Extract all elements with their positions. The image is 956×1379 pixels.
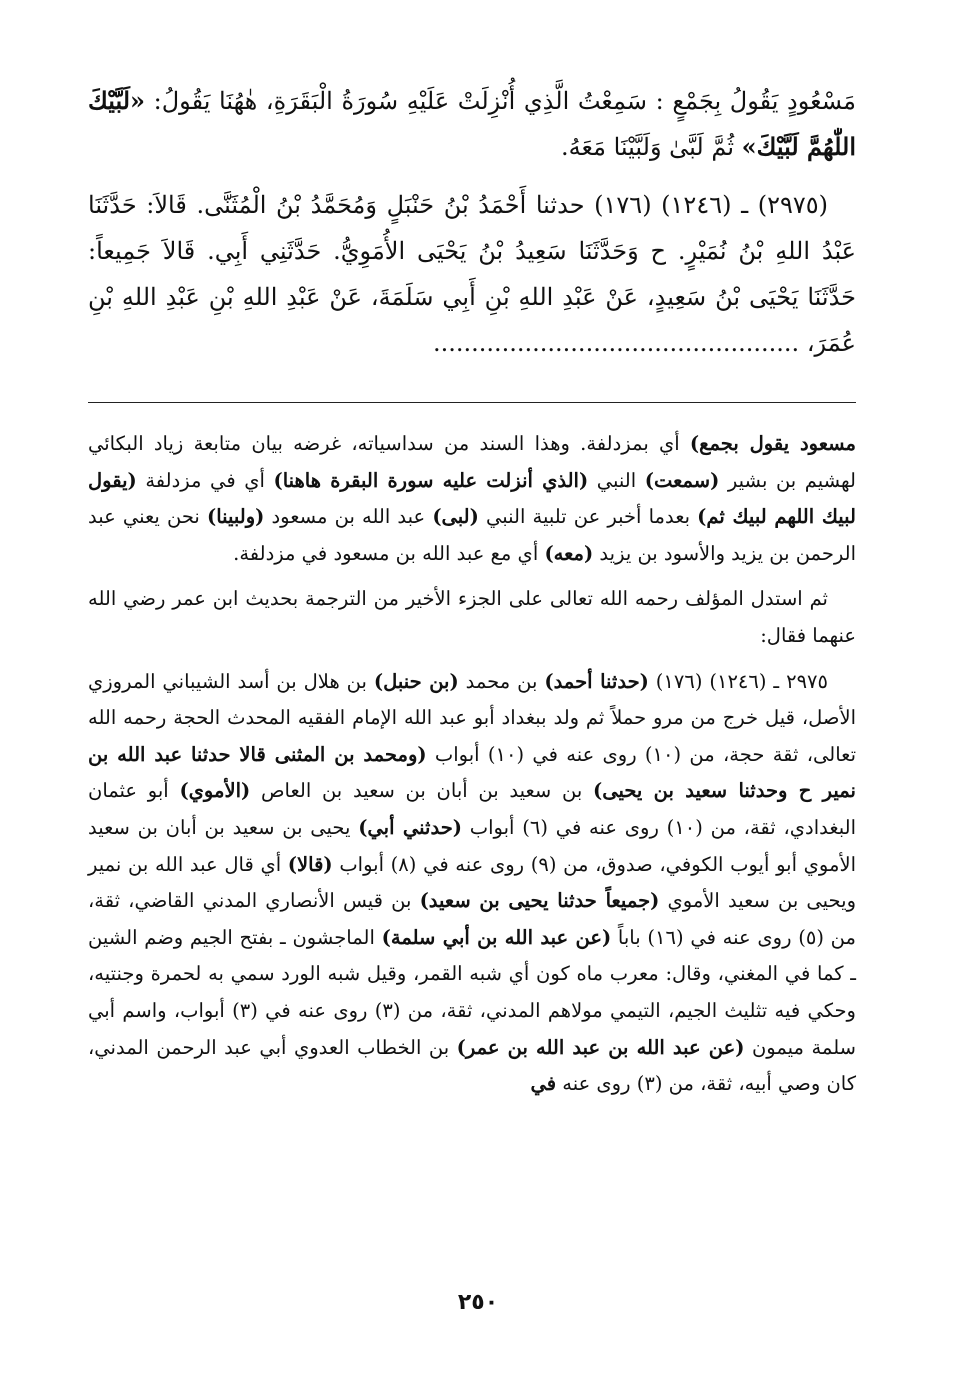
text-segment: ٢٩٧٥ ـ (١٢٤٦) (١٧٦): [648, 669, 828, 693]
text-segment: أي في مزدلفة: [136, 468, 274, 492]
bold-quote-segment: (يقول لبيك اللهم لبيك ثم): [88, 468, 857, 529]
matn-paragraph-2: [88, 182, 856, 366]
bold-quote-segment: (قالا): [287, 852, 333, 876]
bold-quote-segment: (عن عبد الله بن أبي سلمة): [381, 925, 612, 949]
bold-quote-segment: (ومحمد بن المثنى قالا حدثنا عبد الله بن نمير ح وحدثنا سعيد بن يحيى): [88, 742, 856, 803]
bold-quote-segment: (بن حنبل): [373, 669, 459, 693]
text-segment: بن سعيد بن أبان بن سعيد بن العاص: [250, 779, 593, 803]
matn-p2-text: (٢٩٧٥) ـ (١٢٤٦) (١٧٦) حدثنا أَحْمَدُ بْنُ حَنْبَلٍ وَمُحَمَّدُ بْنُ الْمُثَنَّى. قَالاَ: حَدَّثَنَا عَبْدُ اللهِ بْنُ نُمَيْرٍ. ح وَحَدَّثَنَا سَعِيدُ بْنُ يَحْيَى الأُمَوِيُّ. حَدَّثَنِي أَبِي. قَالاَ جَمِيعاً: حَدَّثَنَا يَحْيَى بْنُ سَعِيدٍ، عَنْ عَبْدِ اللهِ بْنِ أَبِي سَلَمَةَ، عَنْ عَبْدِ اللهِ بْنِ عَبْدِ اللهِ بْنِ عُمَرَ،: [88, 191, 856, 357]
commentary-paragraph-3: [88, 664, 856, 1103]
bold-quote-segment: (معه): [544, 541, 594, 565]
matn-paragraph-1: [88, 78, 856, 170]
text-segment: أي قال عبد الله بن نمير ويحيى بن سعيد الأموي: [88, 852, 856, 913]
text-segment: أبو عثمان البغدادي، ثقة، من (١٠) روى عنه في (٦) أبواب: [88, 779, 857, 839]
bold-quote-segment: (الذي أنزلت عليه سورة البقرة هاهنا): [273, 468, 589, 492]
bold-quote-segment: (لبى): [432, 505, 479, 529]
commentary-paragraph-1: [88, 426, 856, 572]
text-segment: بعدما أخبر عن تلبية النبي: [478, 505, 698, 529]
bold-quote-segment: (عن عبد الله بن عبد الله بن عمر): [456, 1035, 745, 1059]
text-segment: بن قيس الأنصاري المدني القاضي، ثقة، من (٥) روى عنه في (١٦) باباً: [88, 889, 856, 949]
text-segment: الماجشون ـ بفتح الجيم وضم الشين ـ كما في المغني، وقال: معرب ماه كون أي شبه القمر، وقيل شبه الورد سمي به لحمرة وجنتيه، وحكي فيه تثليث الجيم، التيمي مولاهم المدني، ثقة، من (٣) روى عنه في (٣) أبواب، واسم أبي سلمة ميمون: [88, 925, 856, 1059]
commentary-paragraph-2: ثم استدل المؤلف رحمه الله تعالى على الجزء الأخير من الترجمة بحديث ابن عمر رضي الله عنهما فقال:: [88, 587, 856, 647]
bold-quote-segment: (سمعت): [644, 468, 720, 492]
text-segment: بن الخطاب العدوي أبي عبد الرحمن المدني، كان وصي أبيه، ثقة، من (٣) روى عنه: [88, 1035, 856, 1096]
text-segment: النبي: [588, 468, 645, 492]
bold-quote-segment: (جميعاً حدثنا يحيى بن سعيد): [419, 889, 660, 913]
matn-p2-dots: ................................................: [432, 329, 800, 357]
bold-quote-segment: في: [530, 1072, 557, 1096]
bold-quote-segment: (حدثنا أحمد): [544, 669, 649, 693]
text-segment: بن محمد: [458, 669, 545, 693]
text-segment: بن هلال بن أسد الشيباني المروزي الأصل، قيل خرج من مرو حملاً ثم ولد ببغداد أبو عبد الله الإمام الفقيه المحدث الحجة رحمه الله تعالى، ثقة حجة، من (١٠) روى عنه في (١٠) أبواب: [88, 669, 857, 766]
text-segment: نحن يعني عبد الرحمن بن يزيد والأسود بن يزيد: [88, 505, 856, 565]
footnote-divider: [88, 402, 856, 403]
text-segment: أي مع عبد الله بن مسعود في مزدلفة.: [233, 541, 545, 565]
bold-quote-segment: (حدثني أبي): [358, 815, 462, 839]
hadith-text: [88, 78, 856, 374]
page-number: ٢٥٠: [457, 1290, 499, 1315]
bold-quote-segment: مسعود يقول بجمع): [689, 432, 856, 455]
bold-quote-segment: (الأموي): [179, 779, 251, 803]
matn-p1-talbiya: «لَبَّيْكَ اللّٰهُمَّ لَبَّيْكَ»: [88, 86, 856, 161]
commentary-block: [88, 426, 856, 1112]
text-segment: يحيى بن سعيد بن أبان بن سعيد الأموي أبو أيوب الكوفي، صدوق، من (٩) روى عنه في (٨) أبواب: [88, 815, 856, 876]
bold-quote-segment: (ولبينا): [206, 505, 265, 529]
matn-p1-suffix: ثُمَّ لَبَّىٰ وَلَبَّيْنَا مَعَهُ.: [561, 133, 742, 161]
text-segment: عبد الله بن مسعود: [264, 505, 433, 529]
text-segment: أي بمزدلفة. وهذا السند من سداسياته، غرضه بيان متابعة زياد البكائي لهشيم بن بشير: [88, 432, 856, 492]
matn-p1-prefix: مَسْعُودٍ يَقُولُ بِجَمْعٍ : سَمِعْتُ الَّذِي أُنْزِلَتْ عَلَيْهِ سُورَةُ الْبَقَرَةِ، هٰهُنَا يَقُولُ:: [145, 87, 856, 115]
matn-block: [88, 78, 856, 366]
